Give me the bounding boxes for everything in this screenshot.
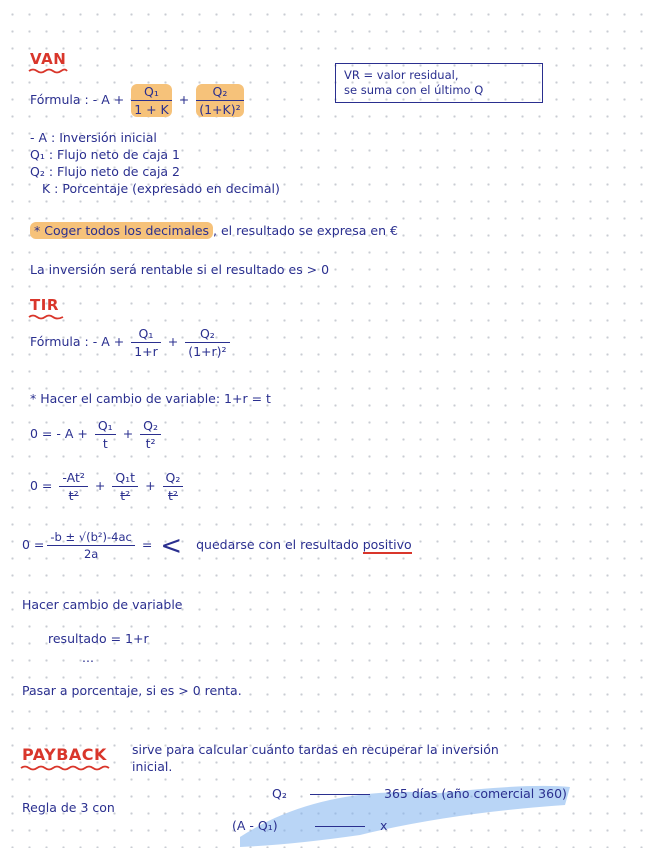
tir-eq2-f2-den: t² (120, 488, 131, 503)
payback-row2-right: x (380, 818, 388, 833)
payback-row1-right: 365 días (año comercial 360) (384, 786, 567, 801)
tir-quad-eq: = (141, 537, 153, 552)
payback-heading: PAYBACK (22, 745, 107, 764)
payback-heading-underline (20, 765, 110, 771)
tir-plus: + (167, 334, 179, 349)
tir-fraction-2 (185, 326, 229, 359)
tir-hacer-cambio: Hacer cambio de variable (22, 597, 183, 612)
van-formula-label: Fórmula : (30, 92, 89, 107)
tir-pasar: Pasar a porcentaje, si es > 0 renta. (22, 683, 242, 698)
van-f2-num: Q₂ (196, 84, 243, 101)
van-def-2: Q₁ : Flujo neto de caja 1 (30, 147, 181, 162)
tir-quadratic (22, 530, 412, 561)
tir-eq2-fraction-2 (112, 470, 138, 503)
tir-fraction-1 (131, 326, 161, 359)
tir-eq2-f3-num: Q₂ (163, 470, 184, 487)
tir-f2-num: Q₂ (185, 326, 229, 343)
van-fraction-1 (131, 84, 172, 117)
tir-eq2-plus-1: + (94, 478, 106, 493)
tir-f1-num: Q₁ (131, 326, 161, 343)
van-note-rest: , el resultado se expresa en € (213, 223, 398, 238)
tir-quad-fraction (47, 530, 134, 561)
payback-row2-left: (A - Q₁) (232, 818, 278, 833)
payback-row1-line (310, 794, 370, 795)
tir-quad-lead: 0 = (22, 537, 45, 552)
van-def-1: - A : Inversión inicial (30, 130, 157, 145)
payback-desc-2: inicial. (132, 759, 173, 774)
tir-heading-underline (28, 314, 64, 320)
tir-quad-den: 2a (83, 547, 99, 561)
tir-eq1-f2-num: Q₂ (140, 418, 161, 435)
tir-dots: ... (82, 650, 94, 665)
tir-eq2-plus-2: + (145, 478, 156, 493)
tir-eq2-f2-num: Q₁t (112, 470, 138, 487)
tir-eq2-fraction-3 (163, 470, 184, 503)
tir-f1-den: 1+r (134, 344, 158, 359)
van-formula (30, 84, 247, 117)
tir-eq1-fraction-1 (95, 418, 116, 451)
tir-formula (30, 326, 233, 359)
tir-eq1 (30, 418, 164, 451)
tir-eq1-f1-den: t (102, 436, 108, 451)
tir-eq2 (30, 470, 186, 503)
vr-note-line1: VR = valor residual, (344, 68, 459, 82)
tir-eq1-f2-den: t² (145, 436, 156, 451)
van-rentable: La inversión será rentable si el resultado es > 0 (30, 262, 330, 277)
van-plus: + (178, 92, 190, 107)
payback-desc-1: sirve para calcular cuánto tardas en recuperar la inversión (132, 742, 499, 757)
payback-regla: Regla de 3 con (22, 800, 115, 815)
tir-eq1-plus: + (122, 426, 134, 441)
tir-quad-num: -b ± √(b²)-4ac (47, 530, 134, 546)
tir-eq2-f1-den: t² (68, 488, 79, 503)
van-formula-lead: - A + (92, 92, 125, 107)
tir-resultado: resultado = 1+r (48, 631, 149, 646)
payback-row2-line (315, 826, 365, 827)
tir-heading: TIR (30, 296, 59, 314)
tir-cambio: * Hacer el cambio de variable: 1+r = t (30, 391, 271, 406)
van-f1-num: Q₁ (131, 84, 172, 101)
tir-f2-den: (1+r)² (188, 344, 227, 359)
vr-note-line2: se suma con el último Q (344, 83, 484, 97)
tir-quad-note-positivo: positivo (362, 537, 412, 552)
tir-eq2-lead: 0 = (30, 478, 53, 493)
tir-eq1-f1-num: Q₁ (95, 418, 116, 435)
van-f2-den: (1+K)² (199, 102, 241, 117)
van-heading: VAN (30, 50, 67, 68)
tir-formula-label: Fórmula : (30, 334, 89, 349)
van-def-3: Q₂ : Flujo neto de caja 2 (30, 164, 181, 179)
tir-quad-bracket: < (160, 530, 183, 561)
van-fraction-2 (196, 84, 243, 117)
tir-eq2-f1-num: -At² (59, 470, 87, 487)
van-def-4: K : Porcentaje (expresado en decimal) (42, 181, 280, 196)
tir-eq1-fraction-2 (140, 418, 161, 451)
tir-eq2-fraction-1 (59, 470, 87, 503)
tir-quad-note: quedarse con el resultado (196, 537, 359, 552)
van-f1-den: 1 + K (134, 102, 169, 117)
tir-eq2-f3-den: t² (168, 488, 178, 503)
payback-row1-left: Q₂ (272, 786, 287, 801)
van-heading-underline (28, 68, 68, 74)
van-note-highlight: * Coger todos los decimales (30, 222, 213, 239)
tir-eq1-lead: 0 = - A + (30, 426, 88, 441)
van-note (30, 223, 398, 238)
tir-formula-lead: - A + (92, 334, 125, 349)
vr-note-box (335, 63, 543, 103)
